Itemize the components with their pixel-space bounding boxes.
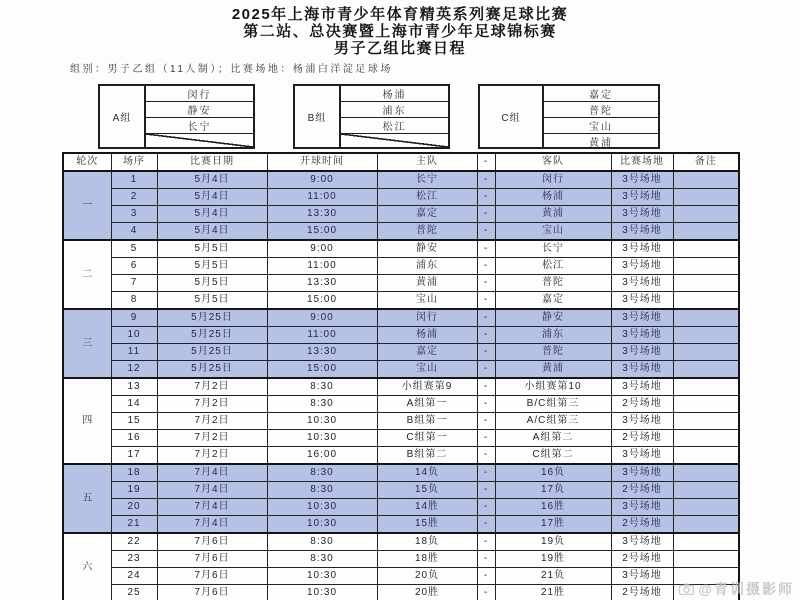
date-cell: 5月5日 (157, 258, 267, 275)
venue-cell: 3号场地 (611, 413, 673, 430)
round-label-cell: 四 (63, 378, 111, 464)
vs-dash-cell: - (477, 378, 495, 396)
note-cell (673, 223, 739, 241)
home-team-cell: 闵行 (377, 309, 477, 327)
match-row (63, 344, 739, 361)
home-team-cell: B组第二 (377, 447, 477, 465)
away-team-cell: 21胜 (495, 585, 611, 600)
time-cell: 9:00 (267, 240, 377, 258)
time-cell: 15:00 (267, 292, 377, 310)
venue-cell: 3号场地 (611, 361, 673, 379)
note-cell (673, 344, 739, 361)
date-cell: 7月2日 (157, 396, 267, 413)
date-cell: 7月4日 (157, 482, 267, 499)
note-cell (673, 396, 739, 413)
group-team-cell: 松江 (341, 118, 448, 134)
away-team-cell: 宝山 (495, 223, 611, 241)
vs-dash-cell: - (477, 292, 495, 310)
match-no-cell: 13 (111, 378, 157, 396)
date-cell: 7月6日 (157, 585, 267, 600)
match-no-cell: 10 (111, 327, 157, 344)
match-row (63, 533, 739, 551)
note-cell (673, 361, 739, 379)
date-cell: 7月4日 (157, 499, 267, 516)
away-team-cell: 杨浦 (495, 189, 611, 206)
date-cell: 5月25日 (157, 361, 267, 379)
match-row (63, 551, 739, 568)
date-cell: 7月2日 (157, 447, 267, 465)
away-team-cell: 普陀 (495, 344, 611, 361)
vs-dash-cell: - (477, 275, 495, 292)
venue-cell: 3号场地 (611, 223, 673, 241)
date-cell: 5月25日 (157, 344, 267, 361)
time-cell: 10:30 (267, 413, 377, 430)
venue-cell: 3号场地 (611, 447, 673, 465)
round-label-cell: 二 (63, 240, 111, 309)
schedule-table (62, 152, 740, 600)
match-no-cell: 19 (111, 482, 157, 499)
away-team-cell: 21负 (495, 568, 611, 585)
time-cell: 9:00 (267, 171, 377, 189)
match-row (63, 482, 739, 499)
time-cell: 8:30 (267, 464, 377, 482)
match-no-cell: 8 (111, 292, 157, 310)
group-box (478, 84, 660, 149)
match-no-cell: 18 (111, 464, 157, 482)
match-row (63, 378, 739, 396)
venue-cell: 3号场地 (611, 240, 673, 258)
away-team-cell: 小组赛第10 (495, 378, 611, 396)
away-team-cell: 17负 (495, 482, 611, 499)
home-team-cell: 杨浦 (377, 327, 477, 344)
match-row (63, 327, 739, 344)
home-team-cell: 黄浦 (377, 275, 477, 292)
away-team-cell: C组第二 (495, 447, 611, 465)
group-info-line: 组别：男子乙组（11人制）；比赛场地：杨浦白洋淀足球场 (70, 64, 393, 75)
venue-cell: 2号场地 (611, 430, 673, 447)
note-cell (673, 551, 739, 568)
home-team-cell: 宝山 (377, 292, 477, 310)
match-no-cell: 17 (111, 447, 157, 465)
time-cell: 13:30 (267, 275, 377, 292)
venue-cell: 3号场地 (611, 533, 673, 551)
vs-dash-cell: - (477, 223, 495, 241)
vs-dash-cell: - (477, 499, 495, 516)
date-cell: 5月4日 (157, 223, 267, 241)
away-team-cell: 17胜 (495, 516, 611, 534)
match-row (63, 585, 739, 600)
round-label-cell: 三 (63, 309, 111, 378)
table-header-row (63, 153, 739, 171)
time-cell: 11:00 (267, 327, 377, 344)
header-cell: 比赛日期 (157, 153, 267, 171)
match-row (63, 361, 739, 379)
match-no-cell: 5 (111, 240, 157, 258)
time-cell: 8:30 (267, 482, 377, 499)
match-no-cell: 2 (111, 189, 157, 206)
match-row (63, 464, 739, 482)
camera-icon (679, 583, 694, 595)
header-cell: 场序 (111, 153, 157, 171)
group-label: C组 (480, 86, 544, 147)
match-row (63, 189, 739, 206)
venue-cell: 3号场地 (611, 206, 673, 223)
match-row (63, 292, 739, 310)
venue-cell: 3号场地 (611, 378, 673, 396)
note-cell (673, 430, 739, 447)
match-row (63, 223, 739, 241)
match-row (63, 275, 739, 292)
watermark-text: @青训摄影师 (698, 581, 794, 597)
match-row (63, 516, 739, 534)
vs-dash-cell: - (477, 309, 495, 327)
away-team-cell: 19负 (495, 533, 611, 551)
date-cell: 5月5日 (157, 292, 267, 310)
vs-dash-cell: - (477, 171, 495, 189)
vs-dash-cell: - (477, 464, 495, 482)
group-team-list (544, 86, 658, 147)
group-label: B组 (295, 86, 341, 147)
date-cell: 7月6日 (157, 568, 267, 585)
header-cell: - (477, 153, 495, 171)
vs-dash-cell: - (477, 396, 495, 413)
away-team-cell: 嘉定 (495, 292, 611, 310)
venue-cell: 3号场地 (611, 499, 673, 516)
match-row (63, 568, 739, 585)
time-cell: 10:30 (267, 499, 377, 516)
group-team-list (146, 86, 253, 147)
note-cell (673, 240, 739, 258)
date-cell: 7月6日 (157, 533, 267, 551)
note-cell (673, 499, 739, 516)
time-cell: 8:30 (267, 396, 377, 413)
away-team-cell: 浦东 (495, 327, 611, 344)
page-title (0, 6, 800, 57)
vs-dash-cell: - (477, 585, 495, 600)
match-no-cell: 24 (111, 568, 157, 585)
match-no-cell: 25 (111, 585, 157, 600)
home-team-cell: C组第一 (377, 430, 477, 447)
round-label-cell: 一 (63, 171, 111, 240)
note-cell (673, 413, 739, 430)
group-empty-cell (341, 134, 448, 147)
time-cell: 15:00 (267, 361, 377, 379)
time-cell: 9:00 (267, 309, 377, 327)
date-cell: 7月2日 (157, 413, 267, 430)
round-label-cell: 五 (63, 464, 111, 533)
venue-cell: 3号场地 (611, 309, 673, 327)
match-no-cell: 11 (111, 344, 157, 361)
vs-dash-cell: - (477, 361, 495, 379)
match-no-cell: 21 (111, 516, 157, 534)
time-cell: 8:30 (267, 378, 377, 396)
away-team-cell: 16负 (495, 464, 611, 482)
group-box (293, 84, 450, 149)
home-team-cell: 嘉定 (377, 206, 477, 223)
match-row (63, 258, 739, 275)
vs-dash-cell: - (477, 327, 495, 344)
venue-cell: 2号场地 (611, 396, 673, 413)
title-line-1: 2025年上海市青少年体育精英系列赛足球比赛 (231, 6, 569, 23)
venue-cell: 2号场地 (611, 482, 673, 499)
match-no-cell: 1 (111, 171, 157, 189)
match-row (63, 447, 739, 465)
away-team-cell: A组第二 (495, 430, 611, 447)
vs-dash-cell: - (477, 258, 495, 275)
date-cell: 5月4日 (157, 206, 267, 223)
note-cell (673, 292, 739, 310)
note-cell (673, 447, 739, 465)
time-cell: 10:30 (267, 430, 377, 447)
vs-dash-cell: - (477, 551, 495, 568)
vs-dash-cell: - (477, 568, 495, 585)
match-row (63, 430, 739, 447)
match-row (63, 413, 739, 430)
venue-cell: 3号场地 (611, 171, 673, 189)
watermark (679, 579, 794, 599)
away-team-cell: A/C组第三 (495, 413, 611, 430)
vs-dash-cell: - (477, 447, 495, 465)
vs-dash-cell: - (477, 206, 495, 223)
match-no-cell: 7 (111, 275, 157, 292)
match-no-cell: 20 (111, 499, 157, 516)
vs-dash-cell: - (477, 430, 495, 447)
note-cell (673, 275, 739, 292)
home-team-cell: 15负 (377, 482, 477, 499)
venue-cell: 3号场地 (611, 258, 673, 275)
match-no-cell: 12 (111, 361, 157, 379)
time-cell: 10:30 (267, 516, 377, 534)
venue-cell: 3号场地 (611, 568, 673, 585)
home-team-cell: 20负 (377, 568, 477, 585)
note-cell (673, 464, 739, 482)
match-row (63, 206, 739, 223)
home-team-cell: 14胜 (377, 499, 477, 516)
match-row (63, 309, 739, 327)
time-cell: 15:00 (267, 223, 377, 241)
time-cell: 16:00 (267, 447, 377, 465)
venue-cell: 2号场地 (611, 516, 673, 534)
home-team-cell: 14负 (377, 464, 477, 482)
time-cell: 8:30 (267, 533, 377, 551)
round-label-cell: 六 (63, 533, 111, 600)
date-cell: 5月5日 (157, 275, 267, 292)
group-team-cell: 浦东 (341, 102, 448, 118)
date-cell: 5月4日 (157, 189, 267, 206)
home-team-cell: 小组赛第9 (377, 378, 477, 396)
note-cell (673, 533, 739, 551)
date-cell: 5月4日 (157, 171, 267, 189)
group-team-cell: 宝山 (544, 118, 658, 134)
date-cell: 5月5日 (157, 240, 267, 258)
venue-cell: 3号场地 (611, 292, 673, 310)
home-team-cell: 松江 (377, 189, 477, 206)
header-cell: 轮次 (63, 153, 111, 171)
away-team-cell: 19胜 (495, 551, 611, 568)
header-cell: 客队 (495, 153, 611, 171)
home-team-cell: 18负 (377, 533, 477, 551)
note-cell (673, 171, 739, 189)
match-row (63, 240, 739, 258)
away-team-cell: 长宁 (495, 240, 611, 258)
note-cell (673, 309, 739, 327)
note-cell (673, 189, 739, 206)
title-line-2: 第二站、总决赛暨上海市青少年足球锦标赛 (243, 23, 557, 40)
vs-dash-cell: - (477, 189, 495, 206)
vs-dash-cell: - (477, 344, 495, 361)
header-cell: 备注 (673, 153, 739, 171)
group-team-list (341, 86, 448, 147)
date-cell: 7月4日 (157, 516, 267, 534)
time-cell: 11:00 (267, 258, 377, 275)
note-cell (673, 258, 739, 275)
home-team-cell: 浦东 (377, 258, 477, 275)
group-team-cell: 静安 (146, 102, 253, 118)
vs-dash-cell: - (477, 240, 495, 258)
home-team-cell: A组第一 (377, 396, 477, 413)
group-team-cell: 黄浦 (589, 138, 613, 149)
match-row (63, 396, 739, 413)
date-cell: 7月6日 (157, 551, 267, 568)
group-label: A组 (100, 86, 146, 147)
note-cell (673, 482, 739, 499)
vs-dash-cell: - (477, 533, 495, 551)
time-cell: 10:30 (267, 568, 377, 585)
header-cell: 比赛场地 (611, 153, 673, 171)
home-team-cell: 宝山 (377, 361, 477, 379)
vs-dash-cell: - (477, 482, 495, 499)
match-no-cell: 22 (111, 533, 157, 551)
group-team-cell: 长宁 (146, 118, 253, 134)
venue-cell: 3号场地 (611, 275, 673, 292)
match-no-cell: 4 (111, 223, 157, 241)
vs-dash-cell: - (477, 413, 495, 430)
match-no-cell: 23 (111, 551, 157, 568)
venue-cell: 2号场地 (611, 551, 673, 568)
home-team-cell: B组第一 (377, 413, 477, 430)
home-team-cell: 15胜 (377, 516, 477, 534)
match-no-cell: 16 (111, 430, 157, 447)
vs-dash-cell: - (477, 516, 495, 534)
header-cell: 开球时间 (267, 153, 377, 171)
date-cell: 5月25日 (157, 327, 267, 344)
group-box (98, 84, 255, 149)
time-cell: 8:30 (267, 551, 377, 568)
time-cell: 13:30 (267, 344, 377, 361)
date-cell: 7月2日 (157, 430, 267, 447)
note-cell (673, 327, 739, 344)
group-team-cell: 杨浦 (341, 86, 448, 102)
group-team-cell: 闵行 (146, 86, 253, 102)
note-cell (673, 206, 739, 223)
venue-cell: 3号场地 (611, 327, 673, 344)
home-team-cell: 20胜 (377, 585, 477, 600)
match-no-cell: 15 (111, 413, 157, 430)
date-cell: 7月2日 (157, 378, 267, 396)
away-team-cell: 黄浦 (495, 361, 611, 379)
venue-cell: 3号场地 (611, 344, 673, 361)
match-no-cell: 6 (111, 258, 157, 275)
match-no-cell: 14 (111, 396, 157, 413)
match-no-cell: 3 (111, 206, 157, 223)
match-no-cell: 9 (111, 309, 157, 327)
away-team-cell: 闵行 (495, 171, 611, 189)
away-team-cell: 普陀 (495, 275, 611, 292)
venue-cell: 3号场地 (611, 189, 673, 206)
note-cell (673, 378, 739, 396)
date-cell: 7月4日 (157, 464, 267, 482)
note-cell (673, 516, 739, 534)
away-team-cell: 静安 (495, 309, 611, 327)
time-cell: 11:00 (267, 189, 377, 206)
home-team-cell: 普陀 (377, 223, 477, 241)
venue-cell: 2号场地 (611, 585, 673, 600)
home-team-cell: 嘉定 (377, 344, 477, 361)
group-team-cell: 普陀 (544, 102, 658, 118)
away-team-cell: 黄浦 (495, 206, 611, 223)
group-team-cell: 嘉定 (544, 86, 658, 102)
title-line-3: 男子乙组比赛日程 (333, 40, 466, 57)
away-team-cell: 16胜 (495, 499, 611, 516)
date-cell: 5月25日 (157, 309, 267, 327)
home-team-cell: 长宁 (377, 171, 477, 189)
home-team-cell: 静安 (377, 240, 477, 258)
match-row (63, 499, 739, 516)
home-team-cell: 18胜 (377, 551, 477, 568)
away-team-cell: B/C组第三 (495, 396, 611, 413)
time-cell: 10:30 (267, 585, 377, 600)
away-team-cell: 松江 (495, 258, 611, 275)
match-row (63, 171, 739, 189)
venue-cell: 3号场地 (611, 464, 673, 482)
group-empty-cell (146, 134, 253, 147)
time-cell: 13:30 (267, 206, 377, 223)
header-cell: 主队 (377, 153, 477, 171)
